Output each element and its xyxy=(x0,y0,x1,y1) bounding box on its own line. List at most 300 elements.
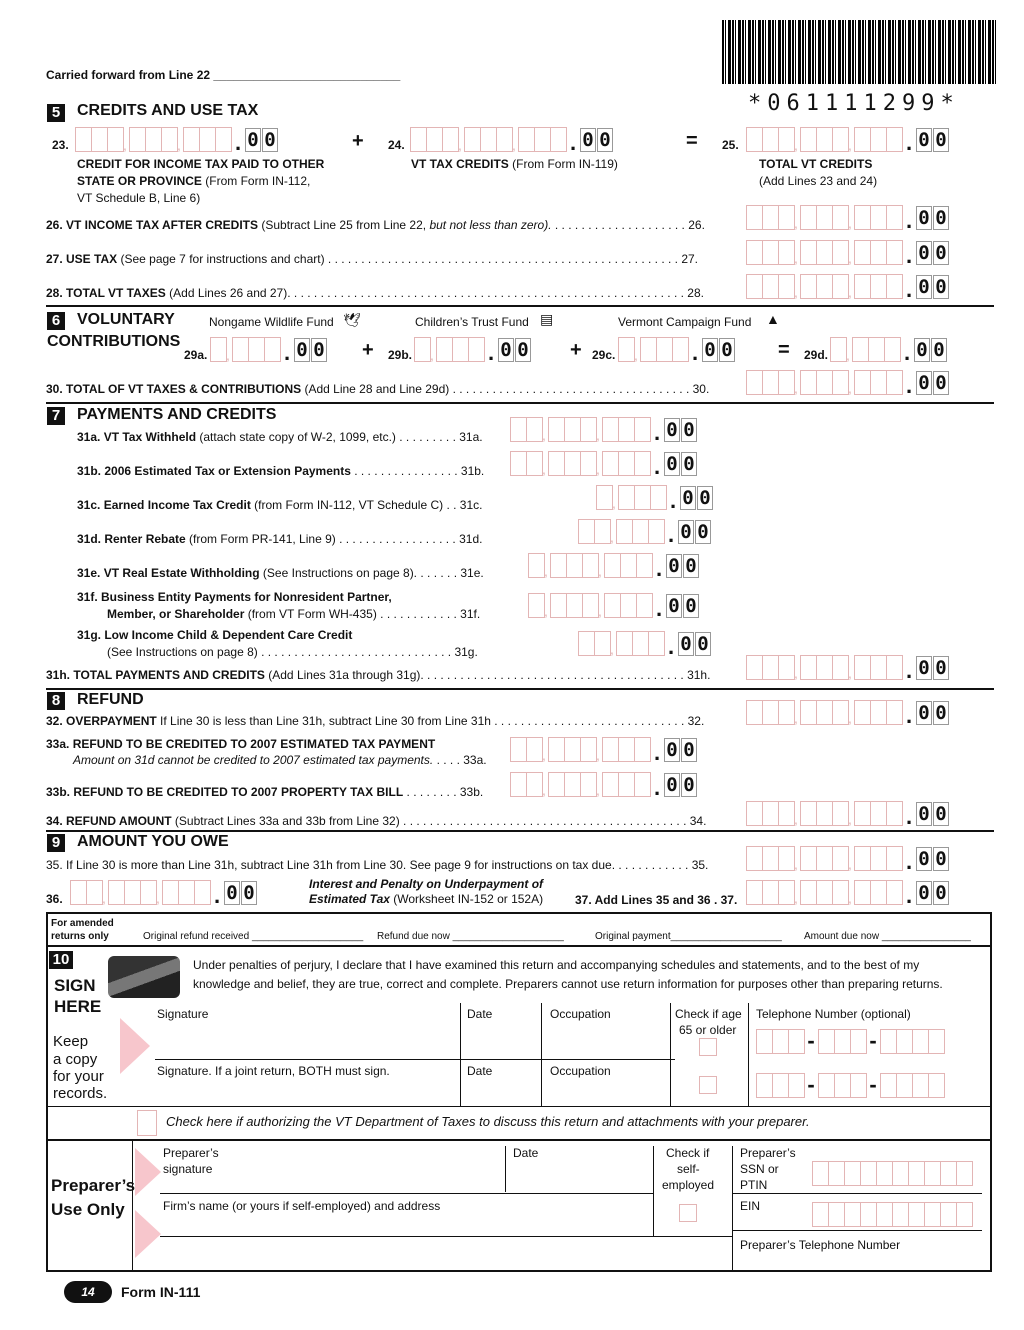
ein-field[interactable] xyxy=(812,1201,972,1227)
digit-box[interactable] xyxy=(636,553,653,578)
digit-box[interactable] xyxy=(886,880,903,905)
cents-digit: 0 xyxy=(681,773,697,797)
digit-box[interactable] xyxy=(956,1202,973,1227)
digit-box[interactable] xyxy=(876,1202,893,1227)
digit-box[interactable] xyxy=(892,1161,909,1186)
digit-box[interactable] xyxy=(800,880,817,905)
digit-box[interactable] xyxy=(582,553,599,578)
preparer-sig-label-1: Preparer’s xyxy=(163,1146,219,1160)
digit-box[interactable] xyxy=(778,127,795,152)
line-24-label: 24. xyxy=(388,138,405,152)
digit-box[interactable] xyxy=(464,127,481,152)
digit-box[interactable] xyxy=(834,1029,851,1054)
digit-box[interactable] xyxy=(832,274,849,299)
digit-box[interactable] xyxy=(870,370,887,395)
digit-box[interactable] xyxy=(816,801,833,826)
digit-box[interactable] xyxy=(264,337,281,362)
line-24-amount[interactable] xyxy=(410,126,614,155)
digit-box[interactable] xyxy=(107,127,124,152)
line-26-amount[interactable] xyxy=(746,204,950,233)
digit-box[interactable] xyxy=(602,417,619,442)
digit-box[interactable] xyxy=(816,240,833,265)
digit-box[interactable] xyxy=(886,801,903,826)
comma-separator: , xyxy=(634,347,638,363)
line-26-italic: but not less than zero). xyxy=(429,218,552,232)
line-28-amount[interactable] xyxy=(746,273,950,302)
digit-box[interactable] xyxy=(746,801,763,826)
digit-box[interactable] xyxy=(844,1161,861,1186)
digit-box[interactable] xyxy=(854,655,871,680)
digit-box[interactable] xyxy=(518,127,535,152)
digit-box[interactable] xyxy=(756,1073,773,1098)
digit-box[interactable] xyxy=(828,1202,845,1227)
digit-box[interactable] xyxy=(566,593,583,618)
digit-box[interactable] xyxy=(886,700,903,725)
digit-box[interactable] xyxy=(832,801,849,826)
digit-box[interactable] xyxy=(108,880,125,905)
cents-digit: 0 xyxy=(702,338,718,362)
digit-box[interactable] xyxy=(640,337,657,362)
ssn-field[interactable] xyxy=(812,1160,972,1186)
digit-box[interactable] xyxy=(778,655,795,680)
joint-signature-field[interactable] xyxy=(155,1062,460,1104)
digit-box[interactable] xyxy=(870,846,887,871)
line-33b-amount[interactable] xyxy=(510,771,698,800)
decimal-point: . xyxy=(653,775,661,800)
digit-box[interactable] xyxy=(778,880,795,905)
digit-box[interactable] xyxy=(886,205,903,230)
digit-box[interactable] xyxy=(870,655,887,680)
digit-box[interactable] xyxy=(940,1161,957,1186)
digit-box[interactable] xyxy=(620,553,637,578)
digit-box[interactable] xyxy=(870,880,887,905)
digit-box[interactable] xyxy=(496,127,513,152)
digit-box[interactable] xyxy=(91,127,108,152)
digit-box[interactable] xyxy=(210,337,227,362)
digit-box[interactable] xyxy=(762,801,779,826)
digit-box[interactable] xyxy=(896,1073,913,1098)
digit-box[interactable] xyxy=(746,127,763,152)
digit-box[interactable] xyxy=(564,451,581,476)
digit-box[interactable] xyxy=(124,880,141,905)
digit-box[interactable] xyxy=(526,772,543,797)
digit-box[interactable] xyxy=(818,1073,835,1098)
line-31g-amount[interactable] xyxy=(578,630,712,659)
digit-box[interactable] xyxy=(812,1202,829,1227)
age-checkbox-2[interactable] xyxy=(699,1076,717,1094)
digit-box[interactable] xyxy=(548,737,565,762)
digit-box[interactable] xyxy=(634,417,651,442)
digit-box[interactable] xyxy=(816,127,833,152)
digit-box[interactable] xyxy=(510,737,527,762)
digit-box[interactable] xyxy=(618,451,635,476)
digit-box[interactable] xyxy=(762,880,779,905)
digit-box[interactable] xyxy=(526,451,543,476)
digit-box[interactable] xyxy=(648,631,665,656)
digit-box[interactable] xyxy=(604,593,621,618)
line-29d-amount[interactable] xyxy=(830,336,948,365)
digit-box[interactable] xyxy=(778,274,795,299)
digit-box[interactable] xyxy=(854,880,871,905)
digit-box[interactable] xyxy=(816,274,833,299)
digit-box[interactable] xyxy=(578,519,595,544)
digit-box[interactable] xyxy=(788,1029,805,1054)
digit-box[interactable] xyxy=(632,631,649,656)
digit-box[interactable] xyxy=(854,127,871,152)
digit-box[interactable] xyxy=(618,485,635,510)
cents-digit: 0 xyxy=(681,452,697,476)
digit-box[interactable] xyxy=(818,1029,835,1054)
line-31a-amount[interactable] xyxy=(510,416,698,445)
digit-box[interactable] xyxy=(870,127,887,152)
digit-box[interactable] xyxy=(924,1161,941,1186)
digit-box[interactable] xyxy=(648,519,665,544)
line-29a-amount[interactable] xyxy=(210,336,328,365)
signature-field[interactable] xyxy=(155,1005,460,1058)
digit-box[interactable] xyxy=(616,631,633,656)
digit-box[interactable] xyxy=(582,593,599,618)
line-31b-amount[interactable] xyxy=(510,450,698,479)
line-31h-amount[interactable] xyxy=(746,654,950,683)
digit-box[interactable] xyxy=(602,737,619,762)
digit-box[interactable] xyxy=(604,553,621,578)
digit-box[interactable] xyxy=(778,370,795,395)
comma-separator: , xyxy=(794,890,798,906)
digit-box[interactable] xyxy=(634,772,651,797)
digit-box[interactable] xyxy=(616,519,633,544)
digit-box[interactable] xyxy=(828,1161,845,1186)
digit-box[interactable] xyxy=(436,337,453,362)
digit-box[interactable] xyxy=(830,337,847,362)
digit-box[interactable] xyxy=(548,417,565,442)
digit-box[interactable] xyxy=(594,519,611,544)
decimal-point: . xyxy=(569,130,577,155)
digit-box[interactable] xyxy=(140,880,157,905)
digit-box[interactable] xyxy=(870,801,887,826)
digit-box[interactable] xyxy=(886,240,903,265)
digit-box[interactable] xyxy=(414,337,431,362)
digit-box[interactable] xyxy=(762,846,779,871)
digit-box[interactable] xyxy=(618,737,635,762)
line-31e-amount[interactable] xyxy=(528,552,700,581)
digit-box[interactable] xyxy=(634,737,651,762)
digit-box[interactable] xyxy=(746,370,763,395)
digit-box[interactable] xyxy=(178,880,195,905)
digit-box[interactable] xyxy=(618,417,635,442)
digit-box[interactable] xyxy=(854,274,871,299)
digit-box[interactable] xyxy=(860,1161,877,1186)
digit-box[interactable] xyxy=(788,1073,805,1098)
digit-box[interactable] xyxy=(884,337,901,362)
digit-box[interactable] xyxy=(550,127,567,152)
digit-box[interactable] xyxy=(510,451,527,476)
authorize-checkbox[interactable] xyxy=(137,1110,157,1136)
telephone-field-1[interactable] xyxy=(756,1028,944,1054)
digit-box[interactable] xyxy=(832,655,849,680)
digit-box[interactable] xyxy=(854,370,871,395)
digit-box[interactable] xyxy=(70,880,87,905)
digit-box[interactable] xyxy=(248,337,265,362)
line-29c-amount[interactable] xyxy=(618,336,736,365)
digit-box[interactable] xyxy=(886,655,903,680)
digit-box[interactable] xyxy=(534,127,551,152)
digit-box[interactable] xyxy=(816,205,833,230)
digit-box[interactable] xyxy=(75,127,92,152)
digit-box[interactable] xyxy=(800,274,817,299)
digit-box[interactable] xyxy=(650,485,667,510)
digit-box[interactable] xyxy=(800,240,817,265)
digit-box[interactable] xyxy=(746,700,763,725)
digit-box[interactable] xyxy=(778,205,795,230)
digit-box[interactable] xyxy=(199,127,216,152)
telephone-field-2[interactable] xyxy=(756,1072,944,1098)
digit-box[interactable] xyxy=(426,127,443,152)
line-37-amount[interactable] xyxy=(746,879,950,908)
digit-box[interactable] xyxy=(564,417,581,442)
digit-box[interactable] xyxy=(854,700,871,725)
digit-box[interactable] xyxy=(896,1029,913,1054)
line-26-normal: (Subtract Line 25 from Line 22, xyxy=(258,218,430,232)
digit-box[interactable] xyxy=(800,801,817,826)
digit-box[interactable] xyxy=(854,801,871,826)
digit-box[interactable] xyxy=(778,240,795,265)
digit-box[interactable] xyxy=(812,1161,829,1186)
digit-box[interactable] xyxy=(880,1029,897,1054)
digit-box[interactable] xyxy=(908,1202,925,1227)
digit-box[interactable] xyxy=(550,553,567,578)
original-payment: Original payment____________________ xyxy=(595,931,782,942)
digit-box[interactable] xyxy=(886,370,903,395)
line-27-amount[interactable] xyxy=(746,239,950,268)
digit-box[interactable] xyxy=(880,1073,897,1098)
digit-box[interactable] xyxy=(526,417,543,442)
digit-box[interactable] xyxy=(886,274,903,299)
digit-box[interactable] xyxy=(636,593,653,618)
digit-box[interactable] xyxy=(580,451,597,476)
digit-box[interactable] xyxy=(852,337,869,362)
digit-box[interactable] xyxy=(578,631,595,656)
digit-box[interactable] xyxy=(510,772,527,797)
digit-box[interactable] xyxy=(566,553,583,578)
comma-separator: , xyxy=(458,137,462,153)
digit-box[interactable] xyxy=(232,337,249,362)
digit-box[interactable] xyxy=(816,880,833,905)
digit-box[interactable] xyxy=(564,737,581,762)
digit-box[interactable] xyxy=(548,772,565,797)
cents-digit: 0 xyxy=(683,594,699,618)
cents-digit: 0 xyxy=(498,338,514,362)
digit-box[interactable] xyxy=(800,370,817,395)
plus-sign: + xyxy=(362,339,374,361)
self-employed-checkbox[interactable] xyxy=(679,1204,697,1222)
digit-box[interactable] xyxy=(832,240,849,265)
digit-box[interactable] xyxy=(940,1202,957,1227)
digit-box[interactable] xyxy=(912,1073,929,1098)
digit-box[interactable] xyxy=(528,593,545,618)
digit-box[interactable] xyxy=(580,417,597,442)
keep-copy-1: Keep xyxy=(53,1033,89,1050)
digit-box[interactable] xyxy=(634,485,651,510)
digit-box[interactable] xyxy=(618,772,635,797)
preparer-signature-field[interactable] xyxy=(160,1144,504,1192)
digit-box[interactable] xyxy=(632,519,649,544)
digit-box[interactable] xyxy=(832,127,849,152)
digit-box[interactable] xyxy=(832,205,849,230)
digit-box[interactable] xyxy=(816,846,833,871)
digit-box[interactable] xyxy=(870,240,887,265)
line-33b-text xyxy=(46,785,483,799)
line-31c-amount[interactable] xyxy=(596,484,714,513)
digit-box[interactable] xyxy=(162,880,179,905)
digit-box[interactable] xyxy=(928,1073,945,1098)
digit-box[interactable] xyxy=(528,553,545,578)
section-5-number: 5 xyxy=(47,104,65,122)
line-33a-amount[interactable] xyxy=(510,736,698,765)
digit-box[interactable] xyxy=(816,370,833,395)
preparer-self-divider xyxy=(653,1146,654,1236)
digit-box[interactable] xyxy=(215,127,232,152)
line-34-amount[interactable] xyxy=(746,800,950,829)
digit-box[interactable] xyxy=(850,1073,867,1098)
digit-box[interactable] xyxy=(800,846,817,871)
digit-box[interactable] xyxy=(800,655,817,680)
digit-box[interactable] xyxy=(924,1202,941,1227)
digit-box[interactable] xyxy=(762,655,779,680)
digit-box[interactable] xyxy=(618,337,635,362)
digit-box[interactable] xyxy=(876,1161,893,1186)
line-24-desc xyxy=(411,157,618,171)
line-31d-amount[interactable] xyxy=(578,518,712,547)
line-29a-label: 29a. xyxy=(184,348,208,362)
digit-box[interactable] xyxy=(956,1161,973,1186)
firm-field[interactable] xyxy=(160,1197,650,1267)
digit-box[interactable] xyxy=(550,593,567,618)
digit-box[interactable] xyxy=(854,240,871,265)
digit-box[interactable] xyxy=(886,846,903,871)
digit-box[interactable] xyxy=(868,337,885,362)
digit-box[interactable] xyxy=(161,127,178,152)
digit-box[interactable] xyxy=(762,127,779,152)
digit-box[interactable] xyxy=(832,880,849,905)
digit-box[interactable] xyxy=(580,772,597,797)
line-23-desc-2-bold: STATE OR PROVINCE xyxy=(77,174,202,188)
line-26-text xyxy=(46,218,705,232)
digit-box[interactable] xyxy=(762,240,779,265)
digit-box[interactable] xyxy=(594,631,611,656)
line-31a-normal: (attach state copy of W-2, 1099, etc.) . . . . . . . . . 31a. xyxy=(196,430,483,444)
digit-box[interactable] xyxy=(756,1029,773,1054)
digit-box[interactable] xyxy=(832,700,849,725)
digit-box[interactable] xyxy=(832,846,849,871)
line-23-amount[interactable] xyxy=(75,126,279,155)
preparer-date-divider xyxy=(505,1146,506,1192)
digit-box[interactable] xyxy=(634,451,651,476)
line-29b-amount[interactable] xyxy=(414,336,532,365)
digit-box[interactable] xyxy=(912,1029,929,1054)
digit-box[interactable] xyxy=(602,772,619,797)
digit-box[interactable] xyxy=(886,127,903,152)
digit-box[interactable] xyxy=(746,205,763,230)
digit-box[interactable] xyxy=(746,880,763,905)
line-31c-bold: 31c. Earned Income Tax Credit xyxy=(77,498,251,512)
digit-box[interactable] xyxy=(834,1073,851,1098)
digit-box[interactable] xyxy=(762,700,779,725)
digit-box[interactable] xyxy=(800,700,817,725)
digit-box[interactable] xyxy=(746,240,763,265)
digit-box[interactable] xyxy=(908,1161,925,1186)
digit-box[interactable] xyxy=(564,772,581,797)
line-25-amount[interactable] xyxy=(746,126,950,155)
digit-box[interactable] xyxy=(772,1029,789,1054)
digit-box[interactable] xyxy=(850,1029,867,1054)
digit-box[interactable] xyxy=(620,593,637,618)
digit-box[interactable] xyxy=(442,127,459,152)
digit-box[interactable] xyxy=(762,205,779,230)
digit-box[interactable] xyxy=(129,127,146,152)
digit-box[interactable] xyxy=(772,1073,789,1098)
digit-box[interactable] xyxy=(746,846,763,871)
digit-box[interactable] xyxy=(526,737,543,762)
comma-separator: , xyxy=(794,856,798,872)
digit-box[interactable] xyxy=(410,127,427,152)
digit-box[interactable] xyxy=(602,451,619,476)
digit-box[interactable] xyxy=(832,370,849,395)
digit-box[interactable] xyxy=(870,205,887,230)
digit-box[interactable] xyxy=(870,274,887,299)
digit-box[interactable] xyxy=(778,846,795,871)
digit-box[interactable] xyxy=(816,700,833,725)
digit-box[interactable] xyxy=(145,127,162,152)
digit-box[interactable] xyxy=(816,655,833,680)
digit-box[interactable] xyxy=(580,737,597,762)
digit-box[interactable] xyxy=(800,127,817,152)
digit-box[interactable] xyxy=(596,485,613,510)
line-30-amount[interactable] xyxy=(746,369,950,398)
digit-box[interactable] xyxy=(870,700,887,725)
digit-box[interactable] xyxy=(844,1202,861,1227)
digit-box[interactable] xyxy=(452,337,469,362)
digit-box[interactable] xyxy=(183,127,200,152)
line-35-amount[interactable] xyxy=(746,845,950,874)
digit-box[interactable] xyxy=(672,337,689,362)
digit-box[interactable] xyxy=(468,337,485,362)
digit-box[interactable] xyxy=(854,846,871,871)
digit-box[interactable] xyxy=(746,274,763,299)
digit-box[interactable] xyxy=(548,451,565,476)
digit-box[interactable] xyxy=(778,700,795,725)
digit-box[interactable] xyxy=(854,205,871,230)
line-31f-amount[interactable] xyxy=(528,592,700,621)
cents-digit: 0 xyxy=(678,632,694,656)
digit-box[interactable] xyxy=(762,274,779,299)
digit-box[interactable] xyxy=(194,880,211,905)
digit-box[interactable] xyxy=(860,1202,877,1227)
digit-box[interactable] xyxy=(892,1202,909,1227)
section-10-number: 10 xyxy=(49,951,73,969)
digit-box[interactable] xyxy=(746,655,763,680)
digit-box[interactable] xyxy=(510,417,527,442)
digit-box[interactable] xyxy=(928,1029,945,1054)
digit-box[interactable] xyxy=(778,801,795,826)
line-32-amount[interactable] xyxy=(746,699,950,728)
digit-box[interactable] xyxy=(656,337,673,362)
digit-box[interactable] xyxy=(480,127,497,152)
digit-box[interactable] xyxy=(762,370,779,395)
line-36-amount[interactable] xyxy=(70,879,258,908)
age-checkbox-1[interactable] xyxy=(699,1038,717,1056)
digit-box[interactable] xyxy=(800,205,817,230)
digit-box[interactable] xyxy=(86,880,103,905)
